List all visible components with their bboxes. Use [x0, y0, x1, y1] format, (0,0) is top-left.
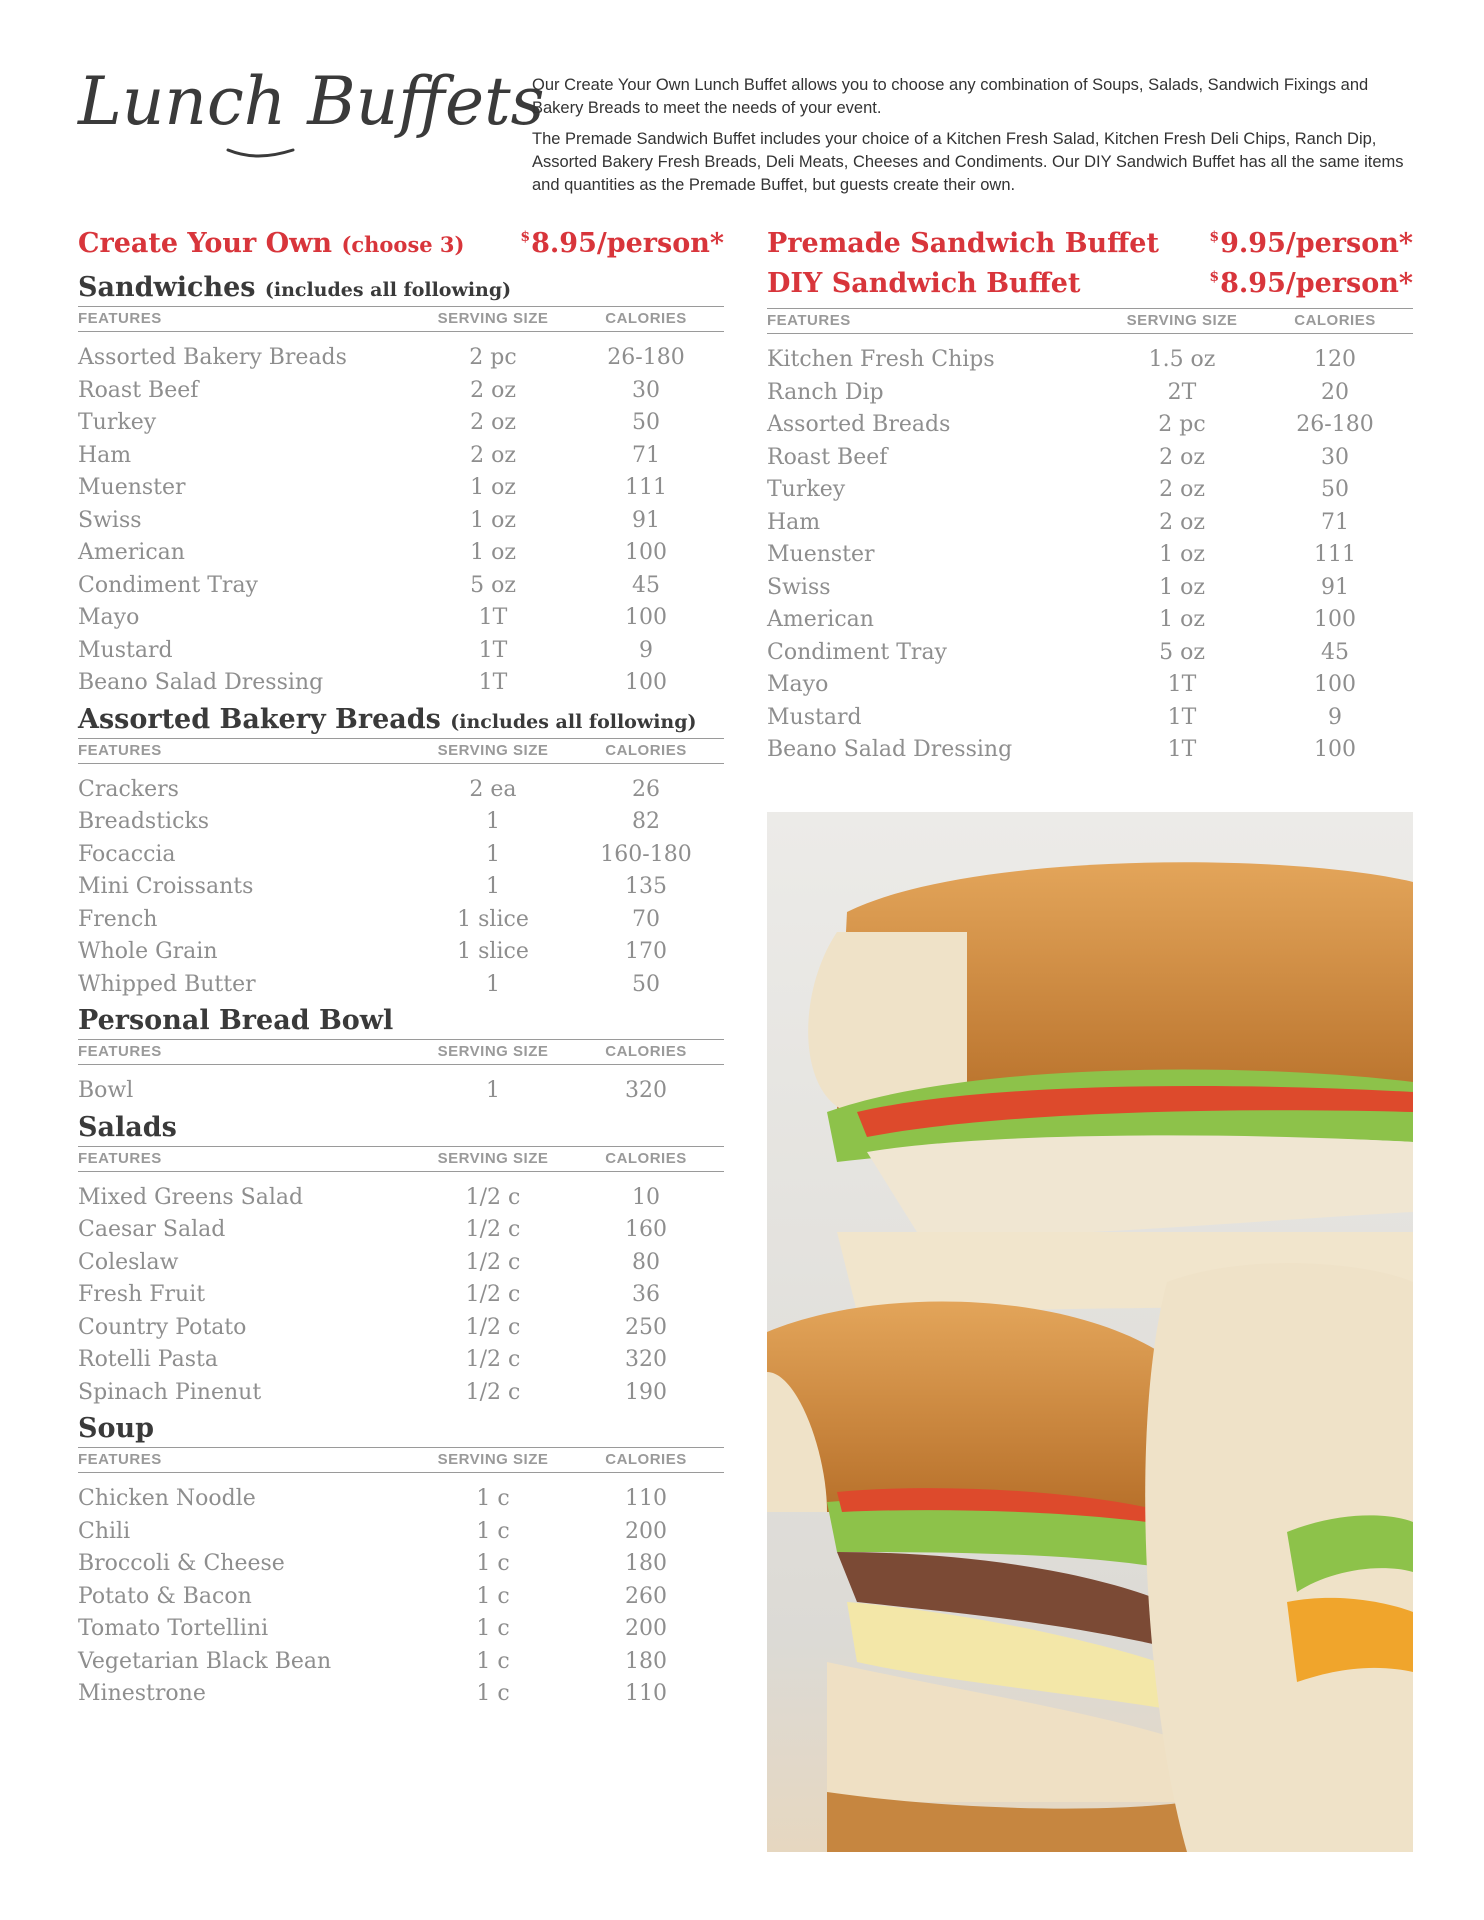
item-name: Swiss [78, 507, 142, 533]
section-subtitle: (includes all following) [264, 279, 512, 301]
section-subtitle: (includes all following) [450, 710, 697, 733]
create-your-own-offer [78, 228, 724, 268]
table-row [78, 537, 724, 570]
item-name: Chili [78, 1518, 131, 1544]
calories: 100 [1314, 607, 1356, 632]
offer-title [78, 228, 464, 259]
item-name: Caesar Salad [78, 1217, 226, 1242]
item-name: Fresh Fruit [78, 1282, 206, 1307]
table-header [78, 738, 724, 764]
header-features: FEATURES [767, 312, 851, 329]
offer-price [520, 228, 724, 259]
sandwich-photo [767, 812, 1413, 1852]
table-row [78, 1483, 724, 1516]
serving-size: 1 c [476, 1518, 510, 1544]
item-name: Vegetarian Black Bean [78, 1648, 332, 1674]
header-features: FEATURES [78, 310, 162, 327]
sandwich-illustration [767, 812, 1413, 1852]
offer-price-value: 9.95/person* [1220, 228, 1413, 259]
table-row [78, 1279, 724, 1312]
calories: 26-180 [607, 345, 685, 370]
table-row [767, 344, 1413, 377]
serving-size: 1/2 c [465, 1282, 521, 1307]
calories: 200 [625, 1616, 667, 1641]
calories: 20 [1321, 379, 1349, 405]
serving-size: 1/2 c [465, 1217, 521, 1242]
table-header [78, 306, 724, 332]
serving-size: 1 oz [1159, 607, 1205, 632]
serving-size: 1/2 c [465, 1249, 521, 1275]
buffet-table-body [767, 344, 1413, 767]
item-name: Mayo [78, 605, 140, 630]
header-calories: CALORIES [605, 1451, 687, 1468]
calories: 70 [632, 906, 660, 932]
item-name: Mixed Greens Salad [78, 1184, 304, 1210]
create-your-own-column [78, 228, 724, 1711]
serving-size: 1 [486, 971, 500, 997]
item-name: Condiment Tray [78, 572, 258, 598]
table-row [78, 904, 724, 937]
currency-symbol: $ [520, 229, 531, 245]
serving-size: 1 c [476, 1583, 510, 1609]
serving-size: 2 oz [1159, 477, 1205, 502]
calories: 100 [1314, 672, 1356, 697]
header-features: FEATURES [78, 1149, 162, 1167]
calories: 250 [625, 1314, 667, 1340]
item-name: Ranch Dip [767, 379, 884, 405]
item-name: Roast Beef [78, 377, 199, 403]
calories: 50 [1321, 477, 1349, 502]
serving-size: 2 oz [470, 410, 516, 435]
section-title-text: Assorted Bakery Breads [78, 703, 441, 735]
table-row [78, 1247, 724, 1280]
serving-size: 1 c [476, 1616, 510, 1641]
table-row [767, 734, 1413, 767]
section-title-text: Salads [78, 1111, 177, 1143]
item-name: Beano Salad Dressing [767, 737, 1013, 762]
section-title [78, 1003, 724, 1039]
item-name: Assorted Bakery Breads [78, 345, 347, 370]
table-row [78, 1613, 724, 1646]
item-name: Spinach Pinenut [78, 1379, 262, 1405]
item-name: Swiss [767, 574, 831, 600]
table-row [78, 1646, 724, 1679]
calories: 110 [625, 1486, 667, 1511]
serving-size: 1 slice [457, 939, 529, 964]
item-name: Muenster [767, 542, 875, 567]
serving-size: 1/2 c [465, 1314, 521, 1340]
table-row [78, 1344, 724, 1377]
calories: 71 [1321, 509, 1349, 535]
serving-size: 2 oz [1159, 444, 1205, 470]
brand-script-title [78, 62, 545, 172]
serving-size: 1.5 oz [1148, 347, 1216, 372]
item-name: Crackers [78, 776, 179, 802]
item-name: Roast Beef [767, 444, 888, 470]
calories: 180 [625, 1648, 667, 1674]
calories: 260 [625, 1583, 667, 1609]
item-name: French [78, 906, 158, 932]
table-row [767, 442, 1413, 475]
header-features: FEATURES [78, 741, 162, 759]
serving-size: 1/2 c [465, 1379, 521, 1405]
table-header [78, 1039, 724, 1065]
brand-script-text: Lunch Buffets [78, 63, 545, 140]
menu-section [78, 270, 724, 700]
serving-size: 2 oz [1159, 509, 1205, 535]
section-title-text: Soup [78, 1413, 155, 1444]
serving-size: 1 [486, 874, 500, 899]
table-row [78, 1075, 724, 1108]
serving-size: 1T [1167, 704, 1197, 730]
item-name: Assorted Breads [767, 412, 951, 437]
serving-size: 2 oz [470, 442, 516, 468]
table-row [78, 375, 724, 408]
header-features: FEATURES [78, 1451, 162, 1468]
table-row [767, 474, 1413, 507]
calories: 160 [625, 1217, 667, 1242]
offer-price [1209, 228, 1413, 259]
table-row [78, 440, 724, 473]
calories: 111 [1314, 542, 1356, 567]
item-name: Whole Grain [78, 939, 218, 964]
header-calories: CALORIES [1294, 312, 1376, 329]
item-name: Country Potato [78, 1314, 247, 1340]
table-header [767, 308, 1413, 334]
serving-size: 2 oz [470, 377, 516, 403]
table-row [767, 377, 1413, 410]
item-name: American [78, 540, 185, 565]
item-name: Whipped Butter [78, 971, 256, 997]
table-header [78, 1146, 724, 1172]
item-name: Focaccia [78, 841, 176, 867]
calories: 135 [625, 874, 667, 899]
menu-sections [78, 270, 724, 1711]
menu-section [78, 1003, 724, 1108]
intro-paragraph-2: The Premade Sandwich Buffet includes your choice of a Kitchen Fresh Salad, Kitchen Fresh Deli Chips, Ranch Dip, Assorted Bakery Fresh Breads, Deli Meats, Cheeses and Condiments. Our DIY Sandwich Buffet has all the same items and quantities as the Premade Buffet, but guests create their own. [532, 130, 1404, 194]
item-name: Coleslaw [78, 1249, 179, 1275]
calories: 26-180 [1296, 412, 1374, 437]
serving-size: 2 pc [1158, 412, 1206, 437]
table-row [78, 570, 724, 603]
table-row [78, 472, 724, 505]
table-row [78, 1312, 724, 1345]
intro-paragraph-1: Our Create Your Own Lunch Buffet allows you to choose any combination of Soups, Salads, Sandwich Fixings and Bakery Breads to meet the needs of your event. [532, 76, 1369, 117]
calories: 36 [632, 1282, 660, 1307]
item-name: Breadsticks [78, 809, 210, 834]
serving-size: 1 c [476, 1681, 510, 1706]
table-row [78, 871, 724, 904]
menu-section [78, 702, 724, 1002]
currency-symbol: $ [1209, 269, 1220, 285]
offer-note: (choose 3) [341, 232, 465, 257]
calories: 30 [632, 377, 660, 403]
sandwich-buffet-column [767, 228, 1413, 767]
calories: 100 [1314, 737, 1356, 762]
header-serving-size: SERVING SIZE [437, 741, 549, 759]
offer-price-value: 8.95/person* [531, 228, 724, 259]
item-name: Mayo [767, 672, 829, 697]
item-name: Turkey [767, 477, 846, 502]
table-row [767, 604, 1413, 637]
calories: 91 [1321, 574, 1349, 600]
serving-size: 1 oz [470, 475, 516, 500]
calories: 190 [625, 1379, 667, 1405]
offer-price [1209, 268, 1413, 299]
menu-section [78, 1110, 724, 1410]
serving-size: 2 ea [469, 776, 517, 802]
table-row [78, 1182, 724, 1215]
table-row [78, 969, 724, 1002]
item-name: Rotelli Pasta [78, 1347, 218, 1372]
table-row [767, 572, 1413, 605]
item-name: Condiment Tray [767, 639, 947, 665]
item-name: Chicken Noodle [78, 1486, 256, 1511]
serving-size: 1T [1167, 672, 1197, 697]
table-row [78, 342, 724, 375]
offer-title: Premade Sandwich Buffet [767, 228, 1159, 259]
header-features: FEATURES [78, 1043, 162, 1060]
calories: 9 [639, 637, 653, 663]
header-serving-size: SERVING SIZE [437, 1451, 549, 1468]
premade-buffet-offer [767, 228, 1413, 268]
calories: 45 [1321, 639, 1349, 665]
item-name: Minestrone [78, 1681, 206, 1706]
diy-buffet-offer [767, 268, 1413, 308]
table-row [78, 1516, 724, 1549]
header-calories: CALORIES [605, 1149, 687, 1167]
table-row [767, 539, 1413, 572]
item-name: Mini Croissants [78, 874, 254, 899]
header-calories: CALORIES [605, 741, 687, 759]
calories: 100 [625, 670, 667, 695]
serving-size: 1T [478, 670, 508, 695]
header-serving-size: SERVING SIZE [437, 310, 549, 327]
calories: 50 [632, 971, 660, 997]
calories: 110 [625, 1681, 667, 1706]
calories: 100 [625, 540, 667, 565]
table-row [767, 702, 1413, 735]
table-row [78, 774, 724, 807]
table-row [78, 1214, 724, 1247]
serving-size: 2T [1167, 379, 1197, 405]
item-name: Muenster [78, 475, 186, 500]
calories: 320 [625, 1078, 667, 1103]
serving-size: 1 oz [1159, 574, 1205, 600]
item-name: Ham [78, 442, 132, 468]
serving-size: 1 oz [1159, 542, 1205, 567]
serving-size: 2 pc [469, 345, 517, 370]
calories: 82 [632, 809, 660, 834]
table-row [767, 409, 1413, 442]
calories: 30 [1321, 444, 1349, 470]
currency-symbol: $ [1209, 229, 1220, 245]
table-row [78, 635, 724, 668]
item-name: Mustard [78, 637, 173, 663]
serving-size: 1 [486, 841, 500, 867]
serving-size: 1T [1167, 737, 1197, 762]
offer-title: DIY Sandwich Buffet [767, 268, 1081, 299]
serving-size: 1 c [476, 1648, 510, 1674]
table-row [767, 669, 1413, 702]
item-name: Tomato Tortellini [78, 1616, 269, 1641]
table-row [767, 637, 1413, 670]
item-name: Turkey [78, 410, 157, 435]
intro-text [532, 74, 1412, 205]
header-serving-size: SERVING SIZE [1126, 312, 1238, 329]
offer-price-value: 8.95/person* [1220, 268, 1413, 299]
item-name: Broccoli & Cheese [78, 1551, 285, 1576]
item-name: Bowl [78, 1078, 134, 1103]
section-title-text: Personal Bread Bowl [78, 1005, 394, 1036]
serving-size: 1 [486, 1078, 500, 1103]
serving-size: 1T [478, 605, 508, 630]
calories: 200 [625, 1518, 667, 1544]
table-row [78, 602, 724, 635]
calories: 10 [632, 1184, 660, 1210]
table-header [78, 1447, 724, 1473]
table-row [78, 1581, 724, 1614]
menu-section [78, 1411, 724, 1711]
serving-size: 1 c [476, 1486, 510, 1511]
item-name: Mustard [767, 704, 862, 730]
header-serving-size: SERVING SIZE [437, 1043, 549, 1060]
calories: 120 [1314, 347, 1356, 372]
section-title [78, 702, 724, 738]
calories: 320 [625, 1347, 667, 1372]
table-row [78, 667, 724, 700]
item-name: American [767, 607, 874, 632]
serving-size: 5 oz [1159, 639, 1205, 665]
table-row [78, 505, 724, 538]
item-name: Kitchen Fresh Chips [767, 347, 995, 372]
table-row [78, 839, 724, 872]
calories: 50 [632, 410, 660, 435]
calories: 170 [625, 939, 667, 964]
serving-size: 1 c [476, 1551, 510, 1576]
table-row [78, 1548, 724, 1581]
table-row [78, 407, 724, 440]
calories: 71 [632, 442, 660, 468]
item-name: Potato & Bacon [78, 1583, 252, 1609]
calories: 111 [625, 475, 667, 500]
serving-size: 1 oz [470, 540, 516, 565]
serving-size: 1T [478, 637, 508, 663]
section-title [78, 1411, 724, 1447]
header-calories: CALORIES [605, 1043, 687, 1060]
item-name: Beano Salad Dressing [78, 670, 324, 695]
header-calories: CALORIES [605, 310, 687, 327]
table-row [78, 806, 724, 839]
serving-size: 1/2 c [465, 1347, 521, 1372]
offer-title-text: Create Your Own [78, 228, 333, 259]
section-title [78, 1110, 724, 1146]
table-row [78, 1678, 724, 1711]
serving-size: 1 [486, 809, 500, 834]
calories: 9 [1328, 704, 1342, 730]
calories: 80 [632, 1249, 660, 1275]
calories: 45 [632, 572, 660, 598]
item-name: Ham [767, 509, 821, 535]
serving-size: 1 slice [457, 906, 529, 932]
serving-size: 1 oz [470, 507, 516, 533]
table-row [78, 1377, 724, 1410]
section-title [78, 270, 724, 306]
calories: 91 [632, 507, 660, 533]
calories: 26 [632, 776, 660, 802]
serving-size: 1/2 c [465, 1184, 521, 1210]
table-row [78, 936, 724, 969]
section-title-text: Sandwiches [78, 272, 256, 303]
header-serving-size: SERVING SIZE [437, 1149, 549, 1167]
serving-size: 5 oz [470, 572, 516, 598]
calories: 160-180 [600, 841, 692, 867]
table-row [767, 507, 1413, 540]
calories: 100 [625, 605, 667, 630]
calories: 180 [625, 1551, 667, 1576]
